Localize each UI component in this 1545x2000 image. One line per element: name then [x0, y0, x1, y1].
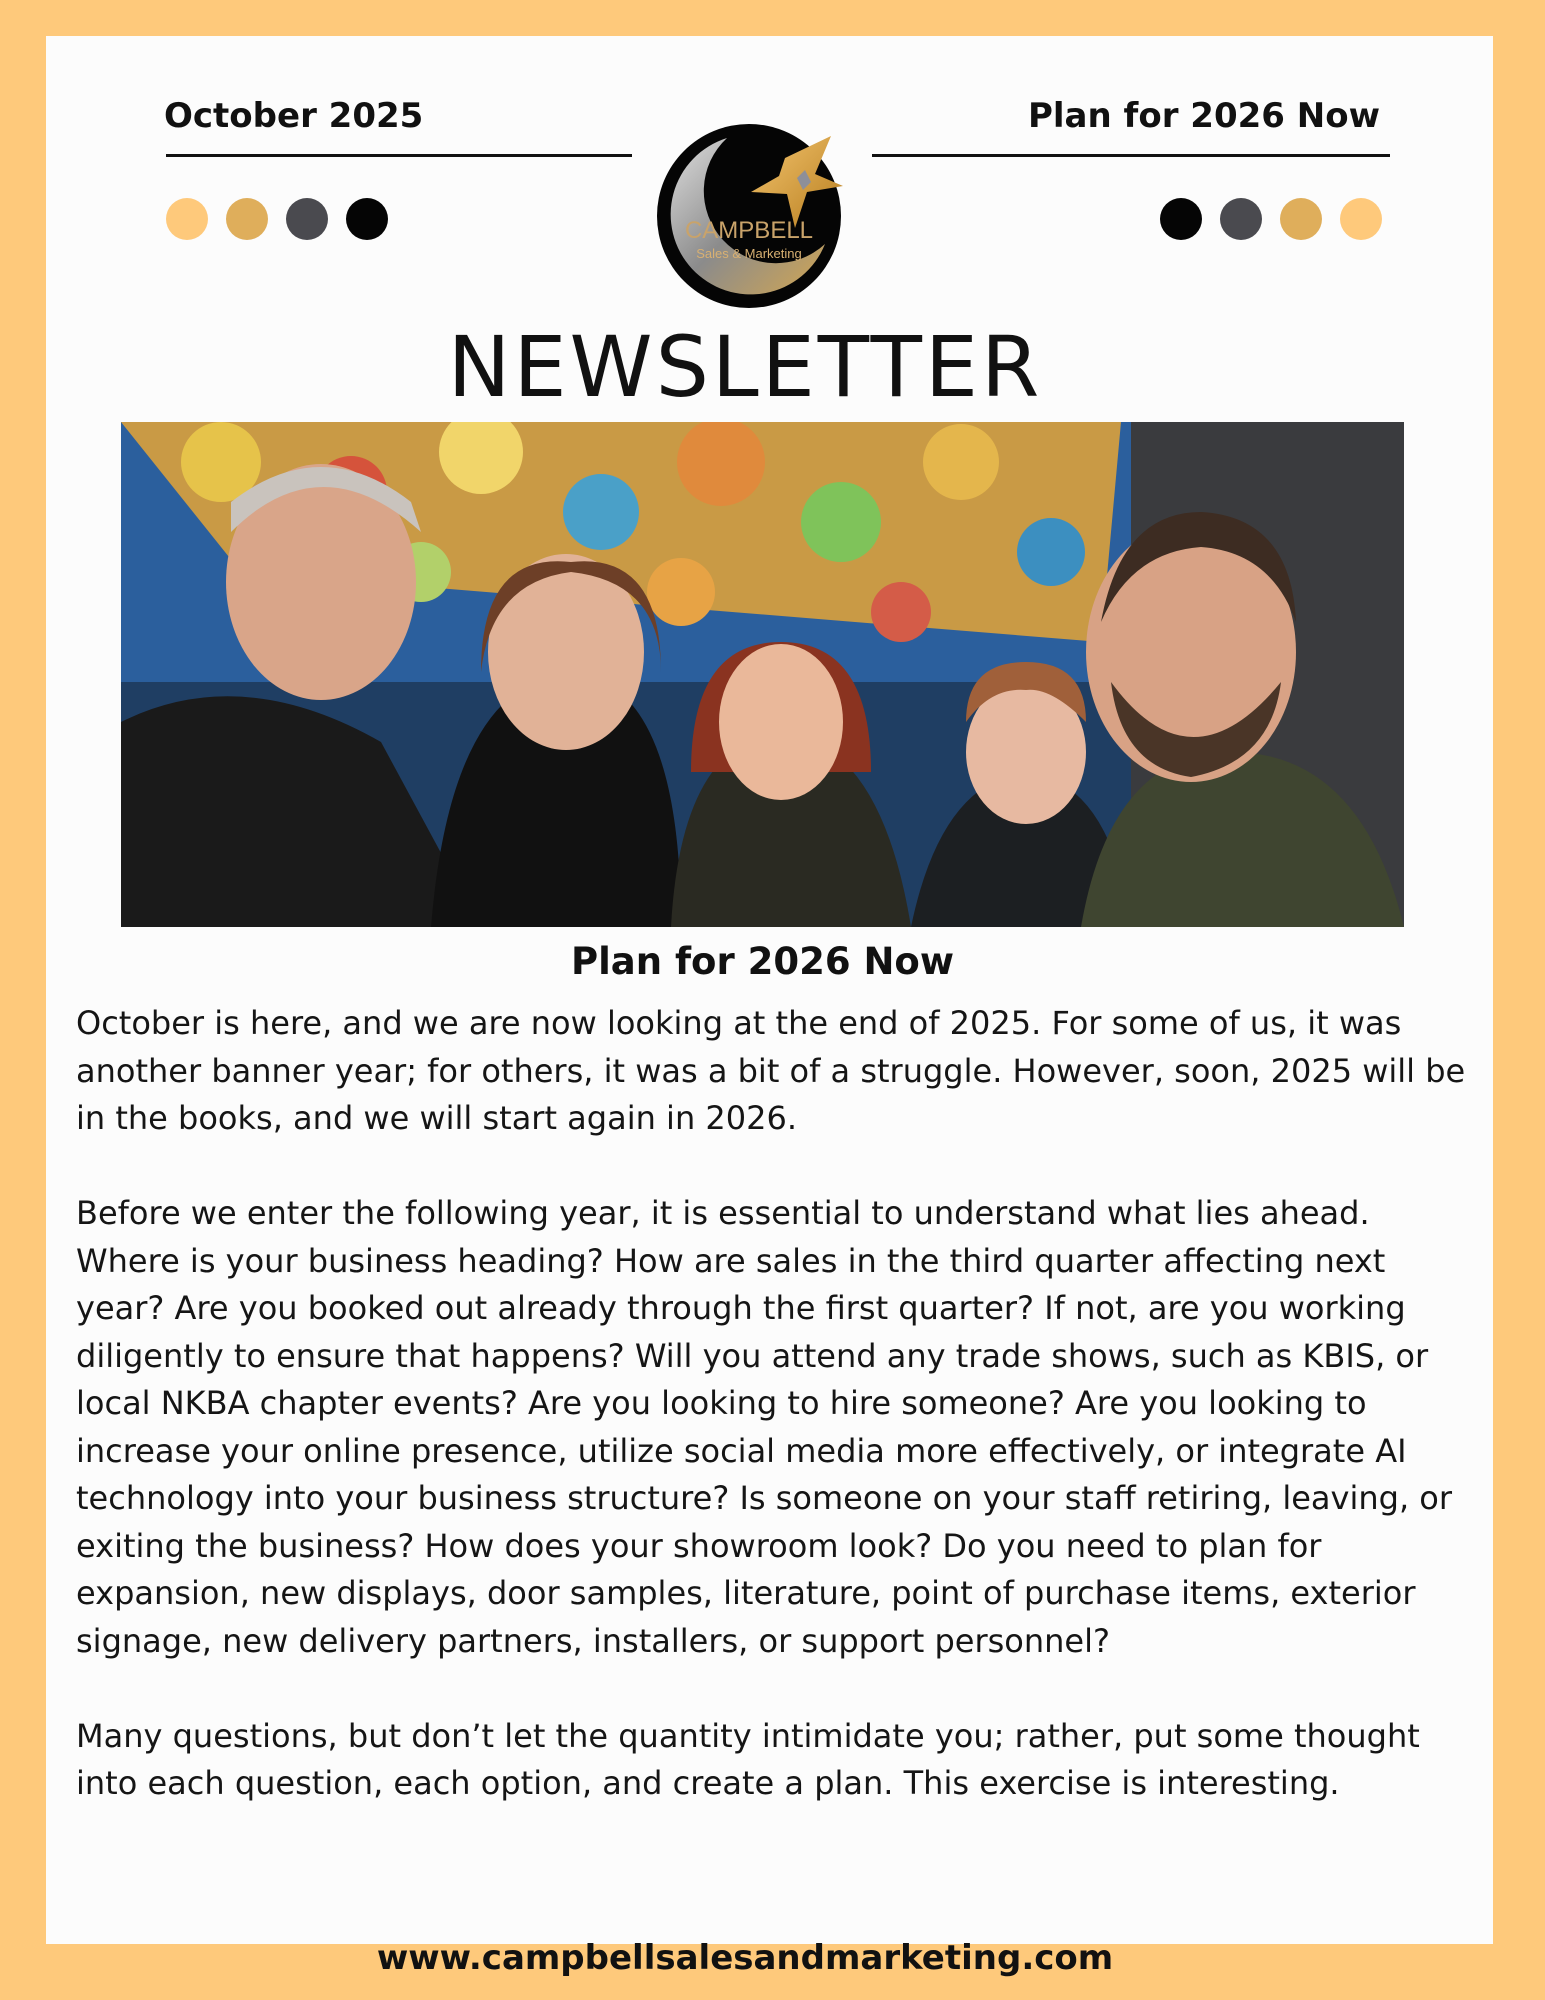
group-selfie-photo-icon [121, 422, 1404, 927]
decorative-dots-left [166, 198, 388, 240]
header-rule-left [166, 154, 632, 157]
dot [1160, 198, 1202, 240]
dot [286, 198, 328, 240]
website-link[interactable]: www.campbellsalesandmarketing.com [376, 1938, 1114, 1978]
dot [1280, 198, 1322, 240]
group-photo [121, 422, 1404, 927]
article-title: Plan for 2026 Now [570, 940, 955, 983]
header-rule-right [872, 154, 1390, 157]
dot [1220, 198, 1262, 240]
dot [226, 198, 268, 240]
article-paragraph: Before we enter the following year, it is essential to understand what lies ahead. Where is your business heading? How are sales in the third quarter affecting next year? Are you booked out already through the first quarter? If not, are you working diligently to ensure that happens? Will you attend any trade shows, such as KBIS, or local NKBA chapter events? Are you looking to hire someone? Are you looking to increase your online presence, utilize social media more effectively, or integrate AI technology into your business structure? Is someone on your staff retiring, leaving, or exiting the business? How does your showroom look? Do you need to plan for expansion, new displays, door samples, literature, point of purchase items, exterior signage, new delivery partners, installers, or support personnel? [76, 1194, 1453, 1660]
campbell-logo [617, 96, 881, 308]
star-crescent-logo-icon [617, 96, 881, 308]
decorative-dots-right [1160, 198, 1382, 240]
article-body [76, 1000, 1476, 1855]
header-tagline: Plan for 2026 Now [1027, 96, 1380, 136]
logo-name: CAMPBELL [684, 217, 814, 244]
dot [1340, 198, 1382, 240]
article-paragraph: Many questions, but don’t let the quantity intimidate you; rather, put some thought into each question, each option, and create a plan. This exercise is interesting. [76, 1716, 1420, 1802]
issue-date: October 2025 [164, 96, 424, 136]
newsletter-title: NEWSLETTER [447, 318, 1043, 416]
logo-subtitle: Sales & Marketing [696, 246, 802, 261]
article-paragraph: October is here, and we are now looking at the end of 2025. For some of us, it was another banner year; for others, it was a bit of a struggle. However, soon, 2025 will be in the books, and we will start again in 2026. [76, 1004, 1466, 1137]
dot [166, 198, 208, 240]
dot [346, 198, 388, 240]
